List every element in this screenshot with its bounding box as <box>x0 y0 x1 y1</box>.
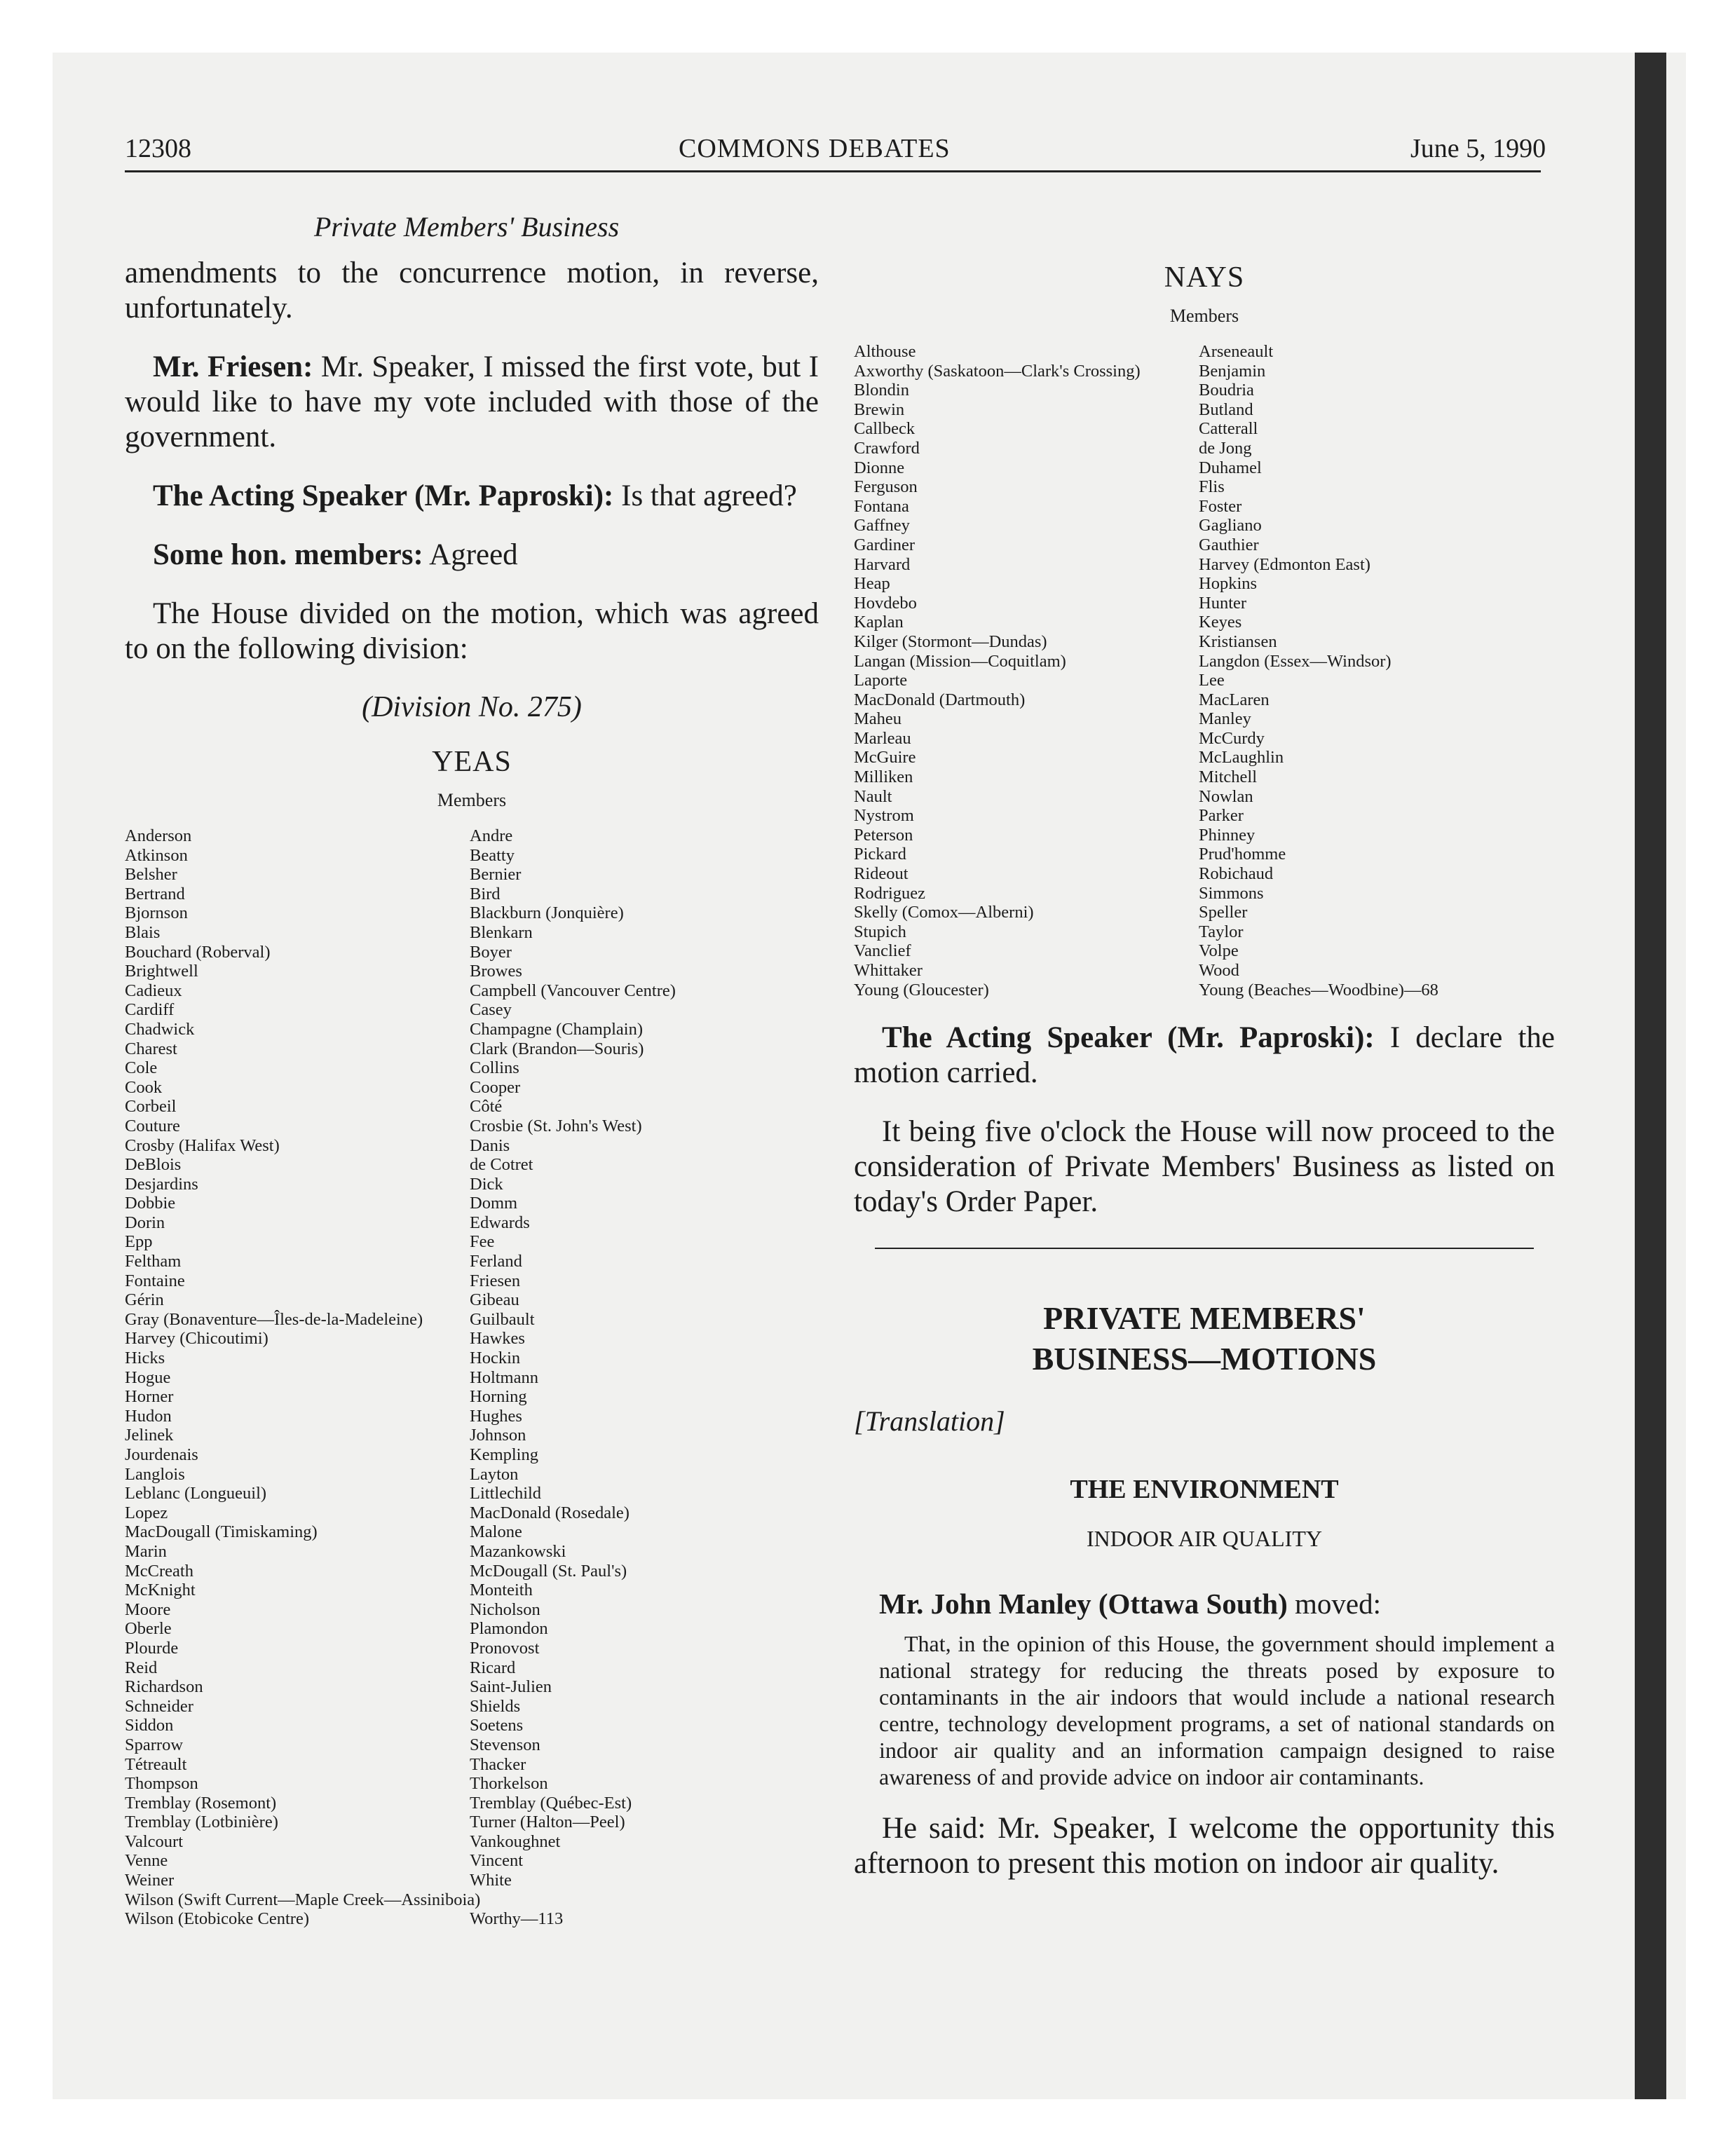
member-name: Gagliano <box>1199 516 1262 535</box>
member-name: Robichaud <box>1199 864 1274 884</box>
member-name: McCurdy <box>1199 728 1265 748</box>
member-name: Richardson <box>125 1677 203 1697</box>
member-name: Soetens <box>470 1716 524 1735</box>
member-name: Nault <box>854 786 892 806</box>
member-name: Venne <box>125 1851 168 1871</box>
yeas-list <box>125 826 819 1890</box>
member-name: Skelly (Comox—Alberni) <box>854 903 1034 922</box>
member-name: Laporte <box>854 671 908 690</box>
member-name: Dick <box>470 1174 503 1194</box>
member-name: Ricard <box>470 1658 516 1677</box>
member-name: Harvey (Chicoutimi) <box>125 1329 268 1349</box>
member-name: Wilson (Swift Current—Maple Creek—Assiniboia) <box>125 1890 481 1909</box>
member-name: Marleau <box>854 728 911 748</box>
member-name: Domm <box>470 1194 518 1213</box>
paragraph: Mr. Friesen: Mr. Speaker, I missed the first vote, but I would like to have my vote included with those of the government. <box>125 350 819 453</box>
member-name: Crosby (Halifax West) <box>125 1135 280 1155</box>
header-rule <box>125 170 1541 172</box>
member-name: Browes <box>470 962 522 981</box>
member-name: Hovdebo <box>854 593 917 613</box>
nays-column-2 <box>1199 342 1555 999</box>
speaker-name: Mr. Friesen: <box>153 350 313 383</box>
member-name: Milliken <box>854 767 913 787</box>
member-name: Stupich <box>854 922 906 941</box>
page-number: 12308 <box>125 134 191 163</box>
member-name: Marin <box>125 1541 167 1561</box>
member-name: Vankoughnet <box>470 1831 561 1851</box>
member-name: McLaughlin <box>1199 748 1284 767</box>
member-name: Cadieux <box>125 981 182 1000</box>
subsubject-heading: INDOOR AIR QUALITY <box>1087 1526 1322 1552</box>
member-name: Valcourt <box>125 1831 183 1851</box>
member-name: Brightwell <box>125 962 198 981</box>
member-name: Kilger (Stormont—Dundas) <box>854 632 1047 651</box>
member-name: Siddon <box>125 1716 174 1735</box>
member-name: Kristiansen <box>1199 632 1277 651</box>
member-name: Harvard <box>854 554 911 574</box>
member-name: Boudria <box>1199 381 1254 400</box>
member-name: Speller <box>1199 903 1248 922</box>
member-name: Wilson (Etobicoke Centre) <box>125 1909 309 1929</box>
division-number: (Division No. 275) <box>362 691 582 723</box>
yeas-column-2 <box>470 826 819 1890</box>
member-name: Hogue <box>125 1367 171 1387</box>
member-name: Lopez <box>125 1503 168 1522</box>
member-name: Tremblay (Québec-Est) <box>470 1793 632 1813</box>
member-name: Boyer <box>470 942 512 962</box>
member-name: Horner <box>125 1387 174 1407</box>
nays-list <box>854 342 1555 999</box>
member-name: Gray (Bonaventure—Îles-de-la-Madeleine) <box>125 1309 423 1329</box>
member-name: McDougall (St. Paul's) <box>470 1561 627 1581</box>
member-name: Cardiff <box>125 1000 175 1020</box>
member-name: Catterall <box>1199 419 1258 439</box>
member-name: Crawford <box>854 438 920 458</box>
member-name: Blenkarn <box>470 922 533 942</box>
yeas-heading: YEAS <box>432 746 512 778</box>
member-name: Monteith <box>470 1581 533 1600</box>
member-name: Simmons <box>1199 883 1264 903</box>
member-name: Mitchell <box>1199 767 1258 787</box>
member-name: Taylor <box>1199 922 1244 941</box>
member-name: MacDonald (Rosedale) <box>470 1503 630 1522</box>
member-name: Bird <box>470 884 501 903</box>
yeas-list-final <box>125 1909 819 1929</box>
member-name: Nystrom <box>854 806 914 826</box>
member-name: Nowlan <box>1199 786 1253 806</box>
member-name: Young (Gloucester) <box>854 980 989 999</box>
member-name: MacLaren <box>1199 690 1270 709</box>
member-name: Malone <box>470 1522 522 1542</box>
member-name: Weiner <box>125 1871 175 1890</box>
member-name: Layton <box>470 1464 519 1484</box>
member-name: Mazankowski <box>470 1541 566 1561</box>
member-name: Saint-Julien <box>470 1677 552 1697</box>
member-name: Ferguson <box>854 477 918 497</box>
member-name: Jelinek <box>125 1426 174 1445</box>
publication-title: COMMONS DEBATES <box>679 134 951 163</box>
member-name: Pronovost <box>470 1638 540 1658</box>
member-name: Schneider <box>125 1696 193 1716</box>
member-name: Peterson <box>854 825 913 845</box>
member-name: Kaplan <box>854 613 904 632</box>
member-name: Hawkes <box>470 1329 525 1349</box>
member-name: Tremblay (Rosemont) <box>125 1793 277 1813</box>
member-name: Kempling <box>470 1445 538 1464</box>
member-name: Manley <box>1199 709 1251 729</box>
member-name: Flis <box>1199 477 1225 497</box>
speaker-name: Some hon. members: <box>153 538 423 571</box>
member-name: Young (Beaches—Woodbine)—68 <box>1199 980 1438 999</box>
member-name: Epp <box>125 1232 153 1252</box>
running-head: Private Members' Business <box>314 211 620 243</box>
member-name: MacDougall (Timiskaming) <box>125 1522 318 1542</box>
members-label: Members <box>1169 306 1239 326</box>
member-name: Hockin <box>470 1349 521 1368</box>
member-name: Casey <box>470 1000 512 1020</box>
member-name: Champagne (Champlain) <box>470 1019 643 1039</box>
speaker-name: The Acting Speaker (Mr. Paproski): <box>153 479 614 512</box>
member-name: Edwards <box>470 1213 530 1232</box>
member-name: Beatty <box>470 845 515 865</box>
member-name: Friesen <box>470 1271 521 1290</box>
member-name: Dionne <box>854 458 905 477</box>
member-name: Cole <box>125 1058 158 1078</box>
member-name: White <box>470 1871 512 1890</box>
member-name: Heap <box>854 574 890 594</box>
member-name: Bertrand <box>125 884 185 903</box>
member-name: McCreath <box>125 1561 193 1581</box>
member-name: Anderson <box>125 826 192 845</box>
member-name: Clark (Brandon—Souris) <box>470 1039 644 1058</box>
member-name: Crosbie (St. John's West) <box>470 1116 642 1135</box>
member-name: Arseneault <box>1199 342 1274 361</box>
member-name: Moore <box>125 1599 171 1619</box>
member-name: Vanclief <box>854 941 911 961</box>
member-name: McKnight <box>125 1581 196 1600</box>
member-name: Bjornson <box>125 903 188 923</box>
member-name: Fontana <box>854 496 909 516</box>
member-name: Ferland <box>470 1252 522 1271</box>
member-name: Plourde <box>125 1638 179 1658</box>
member-name: Johnson <box>470 1426 526 1445</box>
member-name: Reid <box>125 1658 158 1677</box>
member-name: Gérin <box>125 1290 164 1310</box>
member-name: Plamondon <box>470 1619 548 1639</box>
member-name: Volpe <box>1199 941 1239 961</box>
vote-total: Worthy—113 <box>470 1909 564 1929</box>
member-name: Blondin <box>854 381 909 400</box>
member-name: Holtmann <box>470 1367 538 1387</box>
member-name: Hopkins <box>1199 574 1258 594</box>
member-name: Tremblay (Lotbinière) <box>125 1813 278 1832</box>
member-name: Campbell (Vancouver Centre) <box>470 981 676 1000</box>
member-name: DeBlois <box>125 1155 182 1175</box>
translation-note: [Translation] <box>854 1405 1005 1438</box>
member-name: Andre <box>470 826 513 845</box>
member-name: Nicholson <box>470 1599 540 1619</box>
member-name: Guilbault <box>470 1309 535 1329</box>
member-name: Fee <box>470 1232 495 1252</box>
member-name: Chadwick <box>125 1019 195 1039</box>
member-name: Cook <box>125 1077 163 1097</box>
right-column <box>854 261 1555 1905</box>
member-name: Maheu <box>854 709 902 729</box>
member-name: Bouchard (Roberval) <box>125 942 271 962</box>
member-name: Langlois <box>125 1464 185 1484</box>
member-name: Parker <box>1199 806 1244 826</box>
member-name: McGuire <box>854 748 916 767</box>
member-name: Jourdenais <box>125 1445 198 1464</box>
paragraph: He said: Mr. Speaker, I welcome the opportunity this afternoon to present this motion on indoor air quality. <box>854 1812 1555 1881</box>
member-name: Callbeck <box>854 419 916 439</box>
paragraph: Some hon. members: Agreed <box>153 538 518 571</box>
member-name: Côté <box>470 1097 503 1117</box>
member-name: MacDonald (Dartmouth) <box>854 690 1026 709</box>
member-name: Langdon (Essex—Windsor) <box>1199 651 1392 671</box>
member-name: Danis <box>470 1135 510 1155</box>
member-name: Rideout <box>854 864 909 884</box>
scan-edge-shadow <box>1635 53 1666 2099</box>
member-name: Oberle <box>125 1619 172 1639</box>
member-name: Thacker <box>470 1754 526 1774</box>
member-name: Tétreault <box>125 1754 187 1774</box>
member-name: Duhamel <box>1199 458 1262 477</box>
member-name: Littlechild <box>470 1484 542 1503</box>
member-name: Turner (Halton—Peel) <box>470 1813 625 1832</box>
member-name: Corbeil <box>125 1097 177 1117</box>
member-name: Collins <box>470 1058 519 1078</box>
member-name: Butland <box>1199 400 1253 419</box>
section-title: PRIVATE MEMBERS' BUSINESS—MOTIONS <box>1032 1300 1377 1377</box>
member-name: Horning <box>470 1387 527 1407</box>
member-name: Gaffney <box>854 516 910 535</box>
member-name: Couture <box>125 1116 180 1135</box>
member-name: Lee <box>1199 671 1225 690</box>
paragraph: The Acting Speaker (Mr. Paproski): Is that agreed? <box>153 479 797 512</box>
member-name: Thompson <box>125 1774 198 1794</box>
paragraph: It being five o'clock the House will now proceed to the consideration of Private Members' Business as listed on today's Order Paper. <box>854 1115 1555 1219</box>
member-name: Hughes <box>470 1406 522 1426</box>
mover-line: Mr. John Manley (Ottawa South) moved: <box>879 1588 1381 1621</box>
member-name: Althouse <box>854 342 916 361</box>
speaker-name: The Acting Speaker (Mr. Paproski): <box>882 1021 1375 1055</box>
member-name: Cooper <box>470 1077 521 1097</box>
nays-column-1 <box>854 342 1199 999</box>
member-name: Bernier <box>470 865 522 885</box>
member-name: Gauthier <box>1199 535 1259 554</box>
member-name: Vincent <box>470 1851 524 1871</box>
member-name: Feltham <box>125 1252 182 1271</box>
member-name: Atkinson <box>125 845 188 865</box>
member-name: Charest <box>125 1039 177 1058</box>
member-name: Axworthy (Saskatoon—Clark's Crossing) <box>854 361 1141 381</box>
subject-heading: THE ENVIRONMENT <box>1070 1475 1339 1505</box>
member-name: de Cotret <box>470 1155 533 1175</box>
motion-text: That, in the opinion of this House, the government should implement a national strategy for reducing the threats posed by exposure to contaminants in the air indoors that would include a national research centre, technology development programs, a set of national standards on indoor air quality and an information campaign designed to raise awareness of and provide advice on indoor air contaminants. <box>879 1631 1555 1790</box>
yeas-column-1 <box>125 826 470 1890</box>
member-name: Harvey (Edmonton East) <box>1199 554 1370 574</box>
member-name: Prud'homme <box>1199 845 1286 864</box>
member-name: Blais <box>125 922 161 942</box>
member-name: Gardiner <box>854 535 916 554</box>
left-column <box>125 210 819 1929</box>
member-name: Langan (Mission—Coquitlam) <box>854 651 1066 671</box>
member-name: Dorin <box>125 1213 165 1232</box>
member-name: Gibeau <box>470 1290 519 1310</box>
member-name: Fontaine <box>125 1271 185 1290</box>
paragraph: The House divided on the motion, which was agreed to on the following division: <box>125 597 819 665</box>
paragraph: The Acting Speaker (Mr. Paproski): I declare the motion carried. <box>854 1021 1555 1090</box>
member-name: Brewin <box>854 400 905 419</box>
member-name: Leblanc (Longueuil) <box>125 1484 267 1503</box>
member-name: de Jong <box>1199 438 1252 458</box>
member-name: Benjamin <box>1199 361 1266 381</box>
member-name: Blackburn (Jonquière) <box>470 903 624 923</box>
member-name: Wood <box>1199 961 1239 980</box>
paragraph: amendments to the concurrence motion, in reverse, unfortunately. <box>125 257 819 325</box>
member-name: Dobbie <box>125 1194 176 1213</box>
mover-name: Mr. John Manley (Ottawa South) <box>879 1588 1288 1621</box>
member-name: Hunter <box>1199 593 1247 613</box>
member-name: Hicks <box>125 1349 165 1368</box>
members-label: Members <box>437 790 507 810</box>
member-name: Desjardins <box>125 1174 198 1194</box>
member-name: Keyes <box>1199 613 1242 632</box>
member-name: Thorkelson <box>470 1774 548 1794</box>
member-name: Phinney <box>1199 825 1256 845</box>
member-name: Rodriguez <box>854 883 926 903</box>
member-name: Whittaker <box>854 961 923 980</box>
member-name: Shields <box>470 1696 521 1716</box>
nays-heading: NAYS <box>1164 261 1245 294</box>
member-name: Stevenson <box>470 1735 540 1754</box>
member-name: Belsher <box>125 865 177 885</box>
section-divider <box>875 1248 1534 1249</box>
issue-date: June 5, 1990 <box>1410 134 1546 163</box>
member-name: Hudon <box>125 1406 172 1426</box>
member-name: Sparrow <box>125 1735 184 1754</box>
member-name: Pickard <box>854 845 906 864</box>
member-name: Foster <box>1199 496 1242 516</box>
